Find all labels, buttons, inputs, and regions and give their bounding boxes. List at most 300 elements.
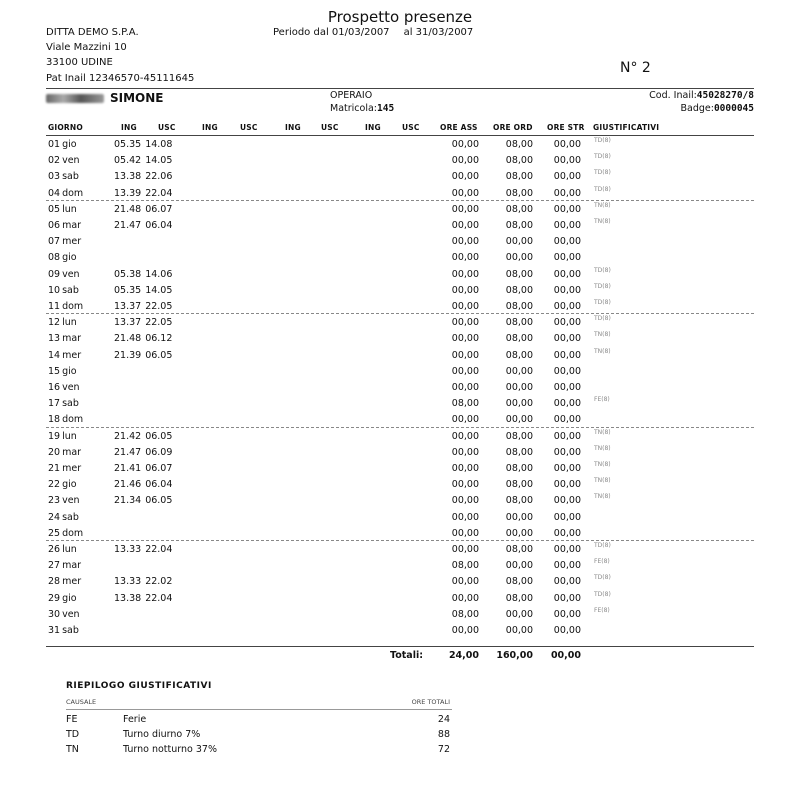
ore-str-cell: 00,00 (553, 317, 581, 329)
day-cell-part-b: ven (62, 268, 80, 280)
table-row (0, 509, 800, 525)
day-cell-part-b: mar (62, 220, 82, 231)
day-cell (48, 609, 80, 620)
riepilogo-ore-header: ORE TOTALI (411, 698, 450, 706)
day-cell-part-b: dom (62, 527, 84, 539)
table-row (0, 606, 800, 622)
day-cell-part-b: mer (62, 463, 82, 474)
period-from: Periodo dal 01/03/2007 (273, 27, 390, 38)
ore-str-cell: 00,00 (553, 430, 581, 442)
table-row (0, 233, 800, 249)
day-cell-part-b: mar (62, 333, 82, 345)
ore-ord-cell: 00,00 (505, 414, 533, 426)
ore-ass-cell: 00,00 (451, 333, 479, 345)
employee-inail (649, 90, 754, 101)
ore-ord-cell: 08,00 (505, 203, 533, 215)
in-out-cell-part-a: 21.34 (114, 495, 142, 507)
col-ore-ord: ORE ORD (493, 123, 533, 132)
table-row (0, 525, 800, 541)
in-out-cell-part-b: 06.09 (145, 446, 173, 458)
table-row (0, 330, 800, 346)
day-cell-part-a: 22 (48, 479, 61, 491)
day-cell (48, 317, 77, 328)
inail-value: 45028270/8 (696, 90, 754, 101)
ore-ass-cell: 00,00 (451, 252, 479, 264)
ore-ord-cell: 08,00 (505, 349, 533, 361)
day-cell-part-b: mer (62, 236, 82, 248)
total-ore-ord: 160,00 (496, 650, 533, 661)
col-ore-str: ORE STR (547, 123, 585, 132)
riepilogo-causale-header: CAUSALE (66, 698, 97, 706)
table-row (0, 168, 800, 184)
giustificativo-cell: TN(8) (594, 461, 611, 468)
in-out-cell-part-a: 13.33 (114, 576, 142, 588)
riepilogo-desc: Ferie (123, 714, 147, 725)
ore-str-cell: 00,00 (553, 576, 581, 588)
ore-str-cell: 00,00 (553, 203, 581, 215)
ore-str-cell: 00,00 (553, 544, 581, 555)
giustificativo-cell: TN(8) (594, 444, 611, 452)
day-cell (48, 625, 79, 636)
in-out-cell (114, 366, 118, 377)
ore-str-cell: 00,00 (553, 333, 581, 345)
ore-str-cell: 00,00 (553, 171, 581, 183)
day-cell-part-a: 28 (48, 576, 61, 588)
day-cell (48, 171, 79, 182)
day-cell-part-b: ven (62, 155, 80, 167)
in-out-cell-part-a: 13.38 (114, 592, 142, 604)
ore-str-cell: 00,00 (553, 398, 581, 410)
ore-ass-cell: 00,00 (451, 495, 479, 507)
col-giustificativi: GIUSTIFICATIVI (593, 123, 660, 132)
document-number: N° 2 (620, 60, 651, 76)
in-out-cell (114, 188, 172, 199)
in-out-cell-part-b: 14.08 (145, 139, 173, 150)
giustificativo-cell: FE(8) (594, 606, 610, 614)
ore-str-cell: 00,00 (553, 608, 581, 620)
in-out-cell-part-b: 14.05 (145, 155, 173, 167)
ore-ass-cell: 00,00 (451, 171, 479, 183)
day-cell-part-b: gio (62, 479, 77, 491)
in-out-cell-part-a: 05.42 (114, 155, 142, 167)
day-cell (48, 204, 77, 215)
day-cell-part-a: 19 (48, 430, 61, 442)
day-cell (48, 593, 77, 604)
ore-ord-cell: 08,00 (505, 301, 533, 312)
ore-str-cell: 00,00 (553, 479, 581, 491)
day-cell-part-a: 30 (48, 608, 61, 620)
in-out-cell (114, 398, 118, 409)
day-cell-part-b: ven (62, 608, 80, 620)
total-ore-str: 00,00 (550, 650, 581, 661)
day-cell-part-a: 25 (48, 527, 61, 539)
ore-str-cell: 00,00 (553, 365, 581, 377)
giustificativo-cell: TD(8) (594, 542, 611, 549)
ore-ass-cell: 00,00 (451, 284, 479, 296)
ore-ord-cell: 08,00 (505, 430, 533, 442)
riepilogo-desc: Turno diurno 7% (123, 729, 201, 740)
day-cell (48, 139, 77, 150)
day-cell (48, 512, 79, 523)
ore-str-cell: 00,00 (553, 446, 581, 458)
day-cell-part-b: sab (62, 511, 79, 523)
in-out-cell (114, 317, 172, 328)
ore-str-cell: 00,00 (553, 511, 581, 523)
matricola-value: 145 (377, 103, 395, 114)
day-cell (48, 220, 81, 231)
in-out-cell (114, 285, 172, 296)
day-cell-part-a: 20 (48, 446, 61, 458)
ore-str-cell: 00,00 (553, 220, 581, 231)
day-cell (48, 560, 81, 571)
table-row (0, 541, 800, 557)
badge-label: Badge: (680, 103, 714, 114)
period (273, 27, 473, 38)
ore-ass-cell: 00,00 (451, 155, 479, 167)
ore-ord-cell: 08,00 (505, 463, 533, 474)
in-out-cell-part-b: 22.05 (145, 301, 173, 312)
ore-str-cell: 00,00 (553, 495, 581, 507)
ore-ass-cell: 08,00 (451, 560, 479, 572)
period-to: al 31/03/2007 (403, 27, 474, 38)
in-out-cell-part-b: 06.04 (145, 479, 173, 491)
ore-ord-cell: 00,00 (505, 560, 533, 572)
ore-ass-cell: 00,00 (451, 527, 479, 539)
in-out-cell-part-a: 05.35 (114, 139, 142, 150)
ore-ord-cell: 00,00 (505, 608, 533, 620)
day-cell-part-a: 04 (48, 187, 61, 199)
day-cell (48, 398, 79, 409)
giustificativo-cell: TD(8) (594, 169, 611, 177)
employee-matricola (330, 103, 394, 114)
day-cell-part-b: lun (62, 430, 77, 442)
ore-ass-cell: 00,00 (451, 139, 479, 150)
table-row (0, 249, 800, 265)
badge-value: 0000045 (713, 103, 754, 114)
in-out-cell-part-b: 06.07 (145, 203, 173, 215)
in-out-cell-part-a: 13.38 (114, 171, 142, 183)
in-out-cell-part-a: 13.33 (114, 544, 142, 555)
in-out-cell (114, 560, 118, 571)
ore-str-cell: 00,00 (553, 592, 581, 604)
report-title: Prospetto presenze (327, 8, 473, 26)
in-out-cell (114, 171, 172, 182)
giustificativo-cell: TD(8) (594, 590, 611, 598)
ore-ord-cell: 08,00 (505, 284, 533, 296)
redacted-surname (46, 94, 104, 103)
day-cell-part-a: 07 (48, 236, 61, 248)
ore-str-cell: 00,00 (553, 284, 581, 296)
day-cell-part-a: 26 (48, 544, 61, 555)
day-cell (48, 495, 80, 506)
in-out-cell-part-a: 13.39 (114, 187, 142, 199)
in-out-cell-part-b: 22.04 (145, 187, 173, 199)
riepilogo-code: TN (66, 744, 79, 755)
header-divider (46, 88, 754, 89)
ore-ass-cell: 00,00 (451, 301, 479, 312)
in-out-cell-part-b: 06.04 (145, 220, 173, 231)
day-cell-part-a: 23 (48, 495, 61, 507)
day-cell-part-b: dom (62, 187, 84, 199)
table-row (0, 622, 800, 638)
in-out-cell-part-b: 22.04 (145, 544, 173, 555)
ore-ord-cell: 08,00 (505, 171, 533, 183)
employee-role: OPERAIO (330, 90, 373, 101)
employee-name (46, 91, 164, 105)
day-cell-part-a: 27 (48, 560, 61, 572)
day-cell (48, 252, 77, 263)
table-row (0, 395, 800, 411)
giustificativo-cell: FE(8) (594, 396, 610, 404)
ore-ord-cell: 08,00 (505, 268, 533, 280)
ore-ass-cell: 00,00 (451, 576, 479, 588)
ore-ord-cell: 08,00 (505, 155, 533, 167)
giustificativo-cell: FE(8) (594, 558, 610, 566)
day-cell-part-a: 31 (48, 625, 61, 636)
day-cell-part-b: lun (62, 203, 77, 215)
day-cell-part-b: mar (62, 446, 82, 458)
day-cell-part-b: gio (62, 365, 77, 377)
col-giorno: GIORNO (48, 123, 83, 132)
in-out-cell (114, 625, 118, 636)
ore-str-cell: 00,00 (553, 560, 581, 572)
totals-label: Totali: (390, 650, 424, 661)
totals-divider (46, 646, 754, 647)
ore-str-cell: 00,00 (553, 382, 581, 393)
in-out-cell-part-a: 13.37 (114, 317, 142, 329)
day-cell-part-a: 13 (48, 333, 61, 345)
table-row (0, 152, 800, 168)
in-out-cell (114, 414, 118, 425)
day-cell-part-a: 10 (48, 284, 61, 296)
ore-ord-cell: 08,00 (505, 576, 533, 588)
ore-ass-cell: 00,00 (451, 187, 479, 199)
col-ing-2: ING (202, 123, 218, 132)
day-cell (48, 188, 83, 199)
ore-ord-cell: 00,00 (505, 625, 533, 636)
riepilogo-code: FE (66, 714, 78, 725)
in-out-cell-part-a: 21.46 (114, 479, 142, 491)
table-row (0, 217, 800, 233)
in-out-cell-part-a: 21.42 (114, 430, 142, 442)
table-row (0, 460, 800, 476)
ore-ass-cell: 00,00 (451, 382, 479, 393)
ore-ass-cell: 00,00 (451, 430, 479, 442)
ore-ord-cell: 00,00 (505, 527, 533, 539)
ore-ass-cell: 00,00 (451, 268, 479, 280)
day-cell-part-b: dom (62, 414, 84, 426)
in-out-cell-part-b: 06.05 (145, 430, 173, 442)
ore-ass-cell: 00,00 (451, 317, 479, 329)
table-row (0, 573, 800, 589)
ore-ord-cell: 08,00 (505, 333, 533, 345)
table-row (0, 379, 800, 395)
in-out-cell-part-a: 21.48 (114, 203, 142, 215)
day-cell (48, 463, 81, 474)
ore-ord-cell: 00,00 (505, 236, 533, 248)
giustificativo-cell: TN(8) (594, 331, 611, 339)
in-out-cell (114, 576, 172, 587)
in-out-cell (114, 301, 172, 312)
day-cell (48, 366, 77, 377)
riepilogo-row (0, 714, 800, 729)
company-name: DITTA DEMO S.P.A. (46, 27, 139, 38)
in-out-cell (114, 252, 118, 263)
in-out-cell (114, 139, 172, 150)
table-row (0, 314, 800, 330)
ore-ass-cell: 00,00 (451, 463, 479, 474)
in-out-cell (114, 447, 172, 458)
day-cell-part-a: 11 (48, 301, 61, 312)
riepilogo-title: RIEPILOGO GIUSTIFICATIVI (66, 681, 212, 691)
giustificativo-cell: TN(8) (594, 428, 611, 436)
ore-ord-cell: 08,00 (505, 187, 533, 199)
giustificativo-cell: TD(8) (594, 266, 611, 274)
ore-ord-cell: 08,00 (505, 220, 533, 231)
inail-label: Cod. Inail: (649, 90, 697, 101)
ore-ord-cell: 08,00 (505, 544, 533, 555)
table-row (0, 201, 800, 217)
table-row (0, 282, 800, 298)
col-usc-2: USC (240, 123, 258, 132)
day-cell-part-a: 08 (48, 252, 61, 264)
in-out-cell-part-b: 06.05 (145, 349, 173, 361)
day-cell-part-b: gio (62, 592, 77, 604)
day-cell-part-b: lun (62, 544, 77, 555)
table-row (0, 476, 800, 492)
riepilogo-ore: 88 (437, 729, 450, 740)
day-cell (48, 350, 81, 361)
table-row (0, 492, 800, 508)
day-cell-part-a: 16 (48, 382, 61, 393)
employee-badge (681, 103, 755, 114)
in-out-cell (114, 236, 118, 247)
day-cell (48, 528, 83, 539)
riepilogo-row (0, 729, 800, 744)
table-row (0, 185, 800, 201)
ore-ass-cell: 00,00 (451, 625, 479, 636)
ore-ord-cell: 08,00 (505, 479, 533, 491)
col-usc-1: USC (158, 123, 176, 132)
ore-ass-cell: 08,00 (451, 398, 479, 410)
ore-str-cell: 00,00 (553, 252, 581, 264)
riepilogo-ore: 24 (437, 714, 450, 725)
in-out-cell (114, 544, 172, 555)
company-pat: Pat Inail 12346570-45111645 (46, 73, 195, 84)
giustificativo-cell: TD(8) (594, 185, 611, 193)
riepilogo-divider (66, 709, 452, 710)
day-cell (48, 301, 83, 312)
in-out-cell (114, 593, 172, 604)
day-cell-part-a: 05 (48, 203, 61, 215)
in-out-cell-part-b: 22.04 (145, 592, 173, 604)
in-out-cell (114, 609, 118, 620)
day-cell-part-b: sab (62, 625, 79, 636)
in-out-cell-part-a: 21.48 (114, 333, 142, 345)
day-cell-part-a: 14 (48, 349, 61, 361)
day-cell (48, 333, 81, 344)
day-cell (48, 544, 77, 555)
giustificativo-cell: TD(8) (594, 299, 611, 306)
day-cell-part-b: lun (62, 317, 77, 329)
ore-ass-cell: 00,00 (451, 414, 479, 426)
in-out-cell-part-b: 06.05 (145, 495, 173, 507)
in-out-cell (114, 528, 118, 539)
day-cell (48, 285, 79, 296)
in-out-cell-part-a: 13.37 (114, 301, 142, 312)
in-out-cell-part-a: 05.35 (114, 284, 142, 296)
riepilogo-desc: Turno notturno 37% (123, 744, 217, 755)
day-cell-part-a: 24 (48, 511, 61, 523)
ore-ord-cell: 00,00 (505, 511, 533, 523)
in-out-cell-part-a: 21.39 (114, 349, 142, 361)
table-row (0, 298, 800, 314)
day-cell-part-a: 01 (48, 139, 61, 150)
table-row (0, 347, 800, 363)
ore-ass-cell: 00,00 (451, 544, 479, 555)
table-row (0, 557, 800, 573)
giustificativo-cell: TN(8) (594, 477, 611, 485)
day-cell-part-a: 09 (48, 268, 61, 280)
day-cell-part-b: dom (62, 301, 84, 312)
riepilogo-row (0, 744, 800, 759)
ore-ord-cell: 00,00 (505, 382, 533, 393)
ore-ass-cell: 00,00 (451, 365, 479, 377)
day-cell-part-a: 02 (48, 155, 61, 167)
ore-ass-cell: 00,00 (451, 592, 479, 604)
in-out-cell-part-b: 22.02 (145, 576, 173, 588)
ore-str-cell: 00,00 (553, 625, 581, 636)
in-out-cell (114, 431, 172, 442)
ore-str-cell: 00,00 (553, 463, 581, 474)
ore-str-cell: 00,00 (553, 414, 581, 426)
in-out-cell-part-a: 05.38 (114, 268, 142, 280)
col-ing-3: ING (285, 123, 301, 132)
in-out-cell (114, 350, 172, 361)
in-out-cell (114, 220, 172, 231)
day-cell-part-a: 21 (48, 463, 61, 474)
day-cell (48, 479, 77, 490)
giustificativo-cell: TD(8) (594, 282, 611, 290)
day-cell-part-b: sab (62, 398, 79, 410)
riepilogo-ore: 72 (437, 744, 450, 755)
in-out-cell-part-a: 21.41 (114, 463, 142, 474)
ore-ord-cell: 08,00 (505, 317, 533, 329)
in-out-cell (114, 495, 172, 506)
giustificativo-cell: TD(8) (594, 153, 611, 161)
in-out-cell (114, 333, 172, 344)
ore-str-cell: 00,00 (553, 268, 581, 280)
day-cell (48, 576, 81, 587)
giustificativo-cell: TD(8) (594, 137, 611, 144)
giustificativo-cell: TN(8) (594, 493, 611, 501)
ore-ass-cell: 00,00 (451, 236, 479, 248)
day-cell-part-b: sab (62, 171, 79, 183)
day-cell-part-a: 06 (48, 220, 61, 231)
day-cell (48, 382, 80, 393)
in-out-cell (114, 155, 172, 166)
ore-ass-cell: 00,00 (451, 203, 479, 215)
giustificativo-cell: TD(8) (594, 315, 611, 323)
giustificativo-cell: TN(8) (594, 218, 611, 225)
ore-str-cell: 00,00 (553, 187, 581, 199)
day-cell-part-a: 17 (48, 398, 61, 410)
riepilogo-code: TD (66, 729, 80, 740)
day-cell (48, 414, 83, 425)
ore-str-cell: 00,00 (553, 236, 581, 248)
in-out-cell (114, 463, 172, 474)
ore-ass-cell: 00,00 (451, 511, 479, 523)
